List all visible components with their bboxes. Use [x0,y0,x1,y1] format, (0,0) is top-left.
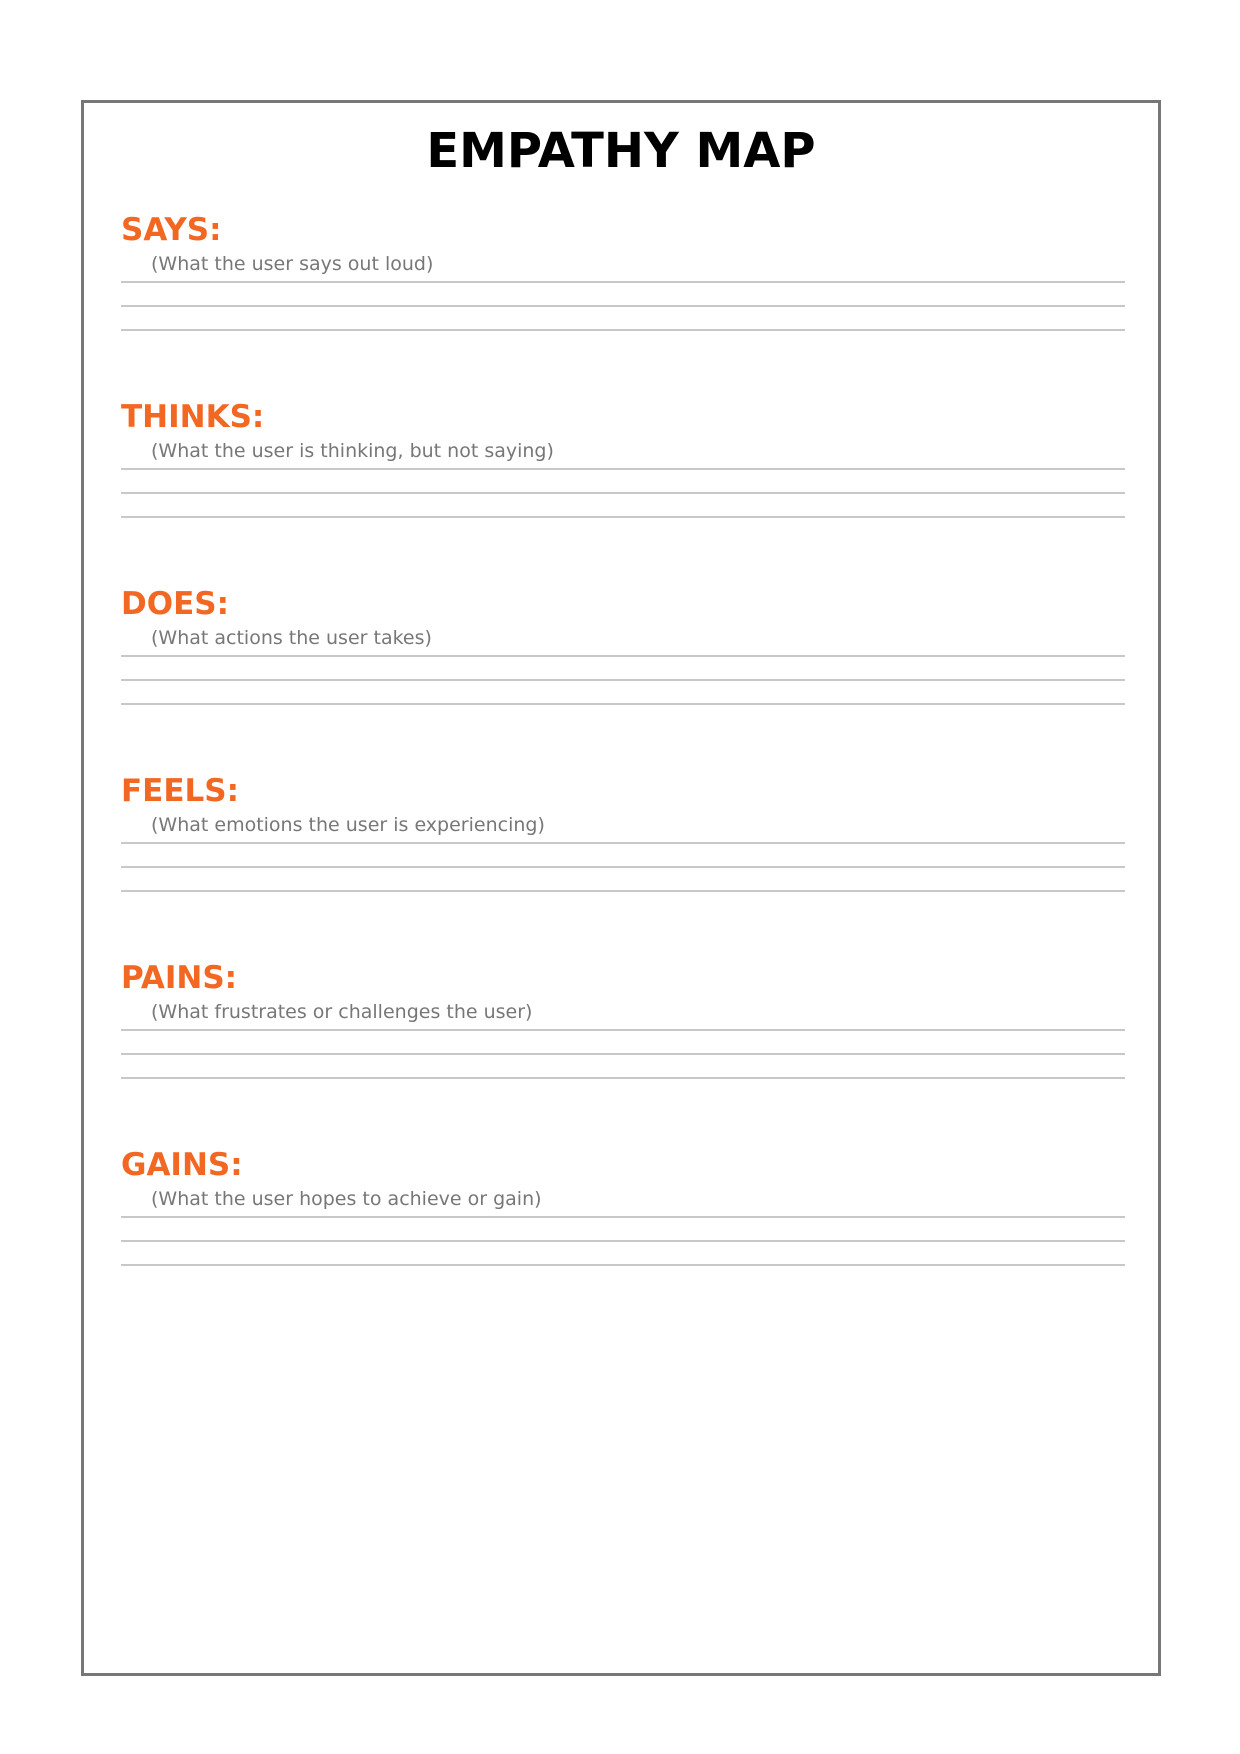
writing-line[interactable] [121,655,1125,657]
writing-line[interactable] [121,305,1125,307]
section-hint: (What actions the user takes) [151,627,432,649]
writing-line[interactable] [121,842,1125,844]
section-heading: PAINS: [121,960,238,996]
writing-line[interactable] [121,1053,1125,1055]
section-heading: SAYS: [121,212,222,248]
section-thinks [121,398,1125,538]
section-feels [121,772,1125,912]
writing-line[interactable] [121,866,1125,868]
writing-line[interactable] [121,1240,1125,1242]
section-pains [121,959,1125,1099]
section-heading: THINKS: [121,399,265,435]
section-hint: (What the user hopes to achieve or gain) [151,1188,542,1210]
writing-line[interactable] [121,516,1125,518]
writing-line[interactable] [121,1216,1125,1218]
writing-line[interactable] [121,468,1125,470]
section-hint: (What emotions the user is experiencing) [151,814,545,836]
section-hint: (What the user is thinking, but not saying) [151,440,554,462]
writing-line[interactable] [121,703,1125,705]
section-says [121,211,1125,351]
writing-line[interactable] [121,492,1125,494]
section-heading: GAINS: [121,1147,243,1183]
writing-line[interactable] [121,1029,1125,1031]
writing-line[interactable] [121,1077,1125,1079]
empathy-map-sheet [81,100,1161,1676]
section-hint: (What frustrates or challenges the user) [151,1001,533,1023]
section-gains [121,1146,1125,1286]
writing-line[interactable] [121,1264,1125,1266]
section-heading: FEELS: [121,773,240,809]
writing-line[interactable] [121,679,1125,681]
writing-line[interactable] [121,890,1125,892]
section-heading: DOES: [121,586,229,622]
writing-line[interactable] [121,281,1125,283]
section-does [121,585,1125,725]
page-title: EMPATHY MAP [426,123,816,179]
section-hint: (What the user says out loud) [151,253,434,275]
writing-line[interactable] [121,329,1125,331]
